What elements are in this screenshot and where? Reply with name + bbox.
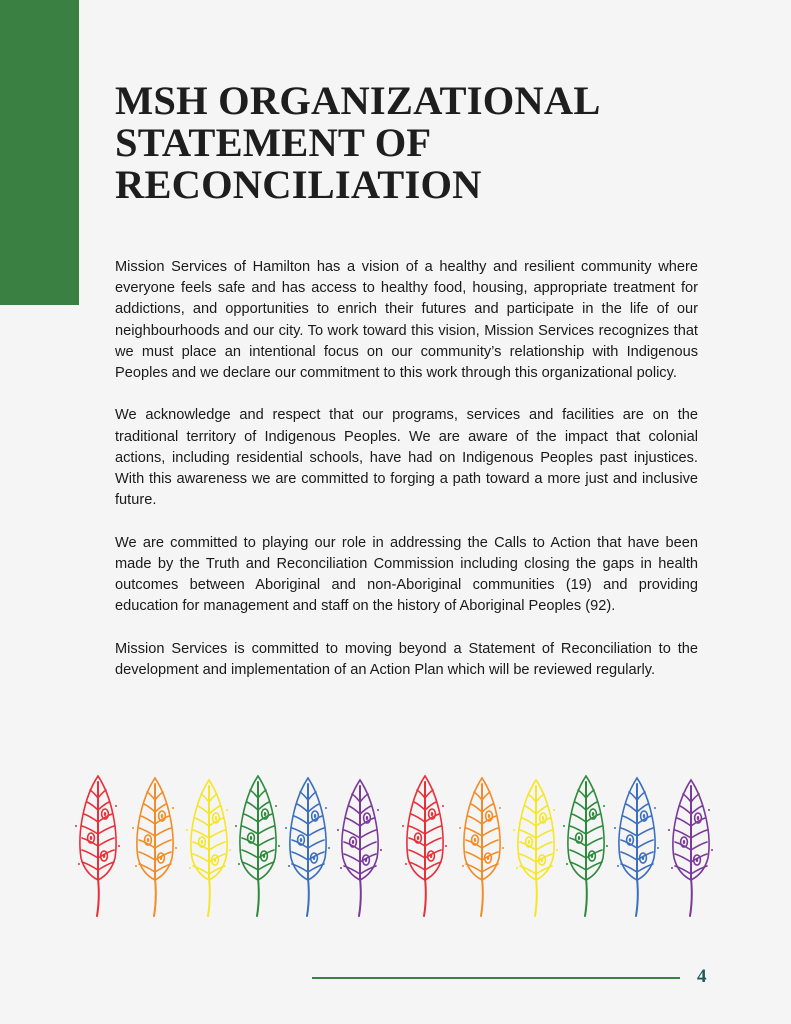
feather-icon (668, 780, 713, 916)
footer-rule (312, 977, 680, 979)
feather-icon (285, 778, 330, 916)
feather-icon (459, 778, 504, 916)
feather-icon (614, 778, 659, 916)
paragraph-action-plan: Mission Services is committed to moving beyond a Statement of Reconciliation to the development and implementation of an Action Plan which will be reviewed regularly. (115, 640, 698, 678)
title-line: RECONCILIATION (115, 162, 482, 207)
title-line: MSH ORGANIZATIONAL (115, 78, 601, 123)
page-number: 4 (697, 966, 707, 987)
feather-icon (235, 776, 280, 916)
feather-icon (132, 778, 177, 916)
feather-decoration (70, 768, 720, 923)
statement-body (115, 257, 698, 702)
green-accent-bar (0, 0, 79, 305)
feather-icon (563, 776, 608, 916)
feather-icon (75, 776, 120, 916)
title-line: STATEMENT OF (115, 120, 432, 165)
feather-icon (402, 776, 447, 916)
page-title (115, 80, 735, 206)
paragraph-calls-to-action: We are committed to playing our role in addressing the Calls to Action that have been made by the Truth and Reconciliation Commission including closing the gaps in health outcomes between Aboriginal and non-Aboriginal communities (19) and providing education for management and staff on the history of Aboriginal Peoples (92). (115, 534, 698, 615)
paragraph-vision: Mission Services of Hamilton has a vision of a healthy and resilient community where everyone feels safe and has access to healthy food, housing, appropriate treatment for addictions, and opportunities to enrich their futures and participate in the life of our neighbourhoods and our city. To work toward this vision, Mission Services recognizes that we must place an intentional focus on our community’s relationship with Indigenous Peoples and we declare our commitment to this work through this organizational policy. (115, 259, 698, 382)
feather-icon (186, 780, 231, 916)
paragraph-acknowledgement: We acknowledge and respect that our programs, services and facilities are on the traditional territory of Indigenous Peoples. We are aware of the impact that colonial actions, including residential schools, have had on Indigenous Peoples past injustices. With this awareness we are committed to forging a path toward a more just and inclusive future. (115, 407, 698, 509)
feather-icon (337, 780, 382, 916)
feather-icon (513, 780, 558, 916)
